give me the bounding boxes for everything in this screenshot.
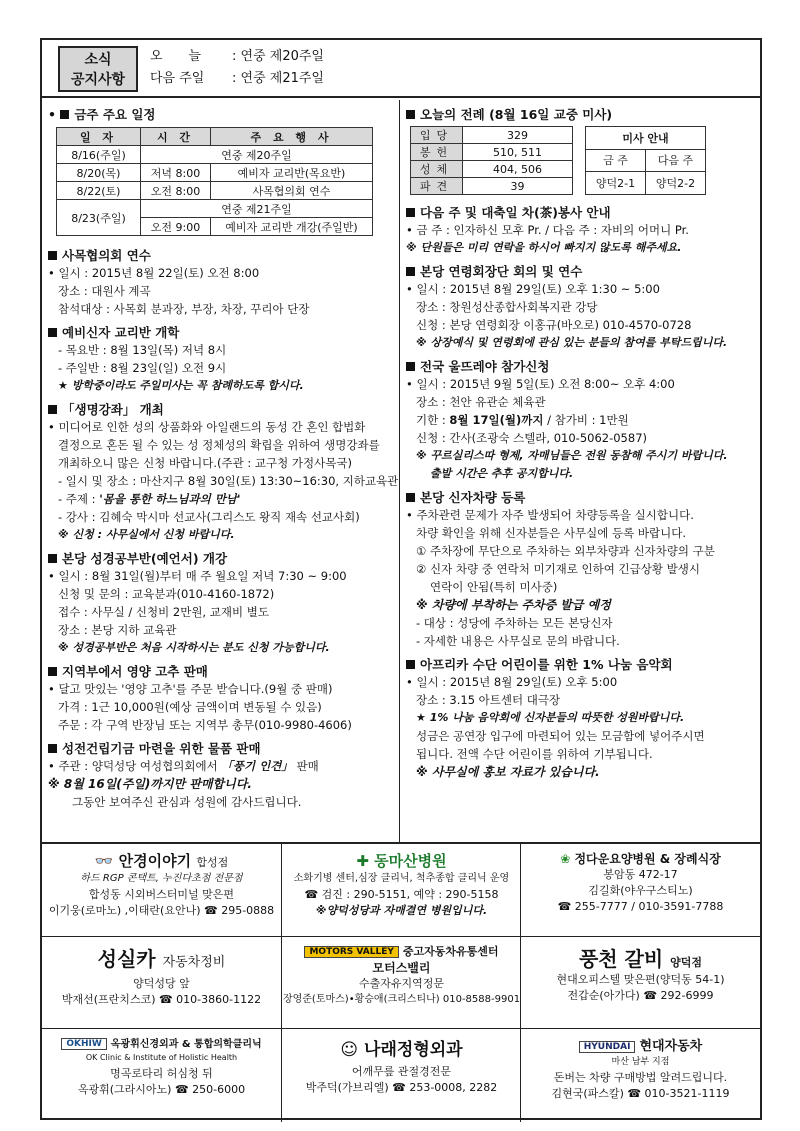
tea-note: ※ 단원들은 미리 연락을 하시어 빠지지 않도록 해주세요. [406,241,682,254]
col-date: 일 자 [57,128,141,146]
catechumen-note: ★ 방학중이라도 주일미사는 꼭 참례하도록 합시다. [58,379,304,392]
concert-note: ★ 1% 나눔 음악회에 신자분들의 따뜻한 성원바랍니다. [416,711,685,724]
mass-tables [410,126,760,195]
news-label [58,46,138,92]
header [42,40,760,98]
elder-contact: 신청 : 본당 연령회장 이홍규(바오로) 010-4570-0728 [416,318,692,332]
life-desc3: 개최하오니 많은 신청 바랍니다.(주관 : 교구청 가정사목국) [58,456,352,470]
council-title: 사목협의회 연수 [48,246,399,264]
elder-note: ※ 상장예식 및 연령회에 관심 있는 분들의 참여를 부탁드립니다. [416,336,728,349]
table-row: 8/20(목) 저녁 8:00 예비자 교리반(목요반) [57,164,373,182]
next-value: : 연중 제21주일 [232,71,324,86]
tea-desc: • 금 주 : 인자하신 모후 Pr. / 다음 주 : 자비의 어머니 Pr. [406,223,689,237]
ultreya-note2: 출발 시간은 추후 공지합니다. [430,467,574,480]
ultreya-date: • 일시 : 2015년 9월 5일(토) 오전 8:00~ 오후 4:00 [406,377,675,391]
ad-hyundai: HYUNDAI 현대자동차 마산 남부 지점 돈버는 차량 구매방법 알려드립니다. 김현국(파스칼) ☎ 010-3521-1119 [551,1039,730,1100]
mass-title: 오늘의 전례 (8월 16일 교중 미사) [406,105,760,123]
ad-usedcars: MOTORS VALLEY 중고자동차유통센터 모터스밸리 수출자유지역정문 장영준(토마스)•황승애(크리스티나) 010-8588-9901 [282,945,521,1005]
catechumen-sunday: - 주일반 : 8월 23일(일) 오전 9시 [58,361,227,375]
pepper-desc: • 달고 맛있는 '영양 고추'를 주문 받습니다.(9월 중 판매) [48,682,333,696]
hyundai-logo: HYUNDAI [579,1041,636,1053]
table-row: 8/16(주일) 연중 제20주일 [57,146,373,164]
tea-title: 다음 주 및 대축일 차(茶)봉사 안내 [406,203,760,221]
next-key: 다음 주일 [150,71,205,86]
elder-place: 장소 : 창원성산종합사회복지관 강당 [416,300,598,314]
parking-title: 본당 신자차량 등록 [406,488,760,506]
table-row: 파견 39 [411,178,573,195]
bible-note: ※ 성경공부반은 처음 시작하시는 분도 신청 가능합니다. [58,641,330,654]
fund-desc: • 주관 : 양덕성당 여성협의회에서 「풍기 인견」 판매 [48,759,319,773]
concert-desc2: 됩니다. 전액 수단 어린이를 위하여 기부됩니다. [416,747,653,761]
life-date: - 일시 및 장소 : 마산지구 8월 30일(토) 13:30~16:30, 지하교육관 [58,474,399,488]
fund-thanks: 그동안 보여주신 관심과 성원에 감사드립니다. [72,795,302,809]
life-title: 「생명강좌」 개최 [48,400,399,418]
col-time: 시 간 [141,128,211,146]
ultreya-title: 전국 울뜨레야 참가신청 [406,357,760,375]
today-key: 오 늘 [150,49,202,64]
bulletin-page [40,38,762,1120]
elder-title: 본당 연령회장단 회의 및 연수 [406,262,760,280]
bible-place: 장소 : 본당 지하 교육관 [58,623,177,637]
concert-title: 아프리카 수단 어린이를 위한 1% 나눔 음악회 [406,655,760,673]
parking-item1: ① 주차장에 무단으로 주차하는 외부차량과 신자차량의 구분 [416,544,715,558]
catechumen-thursday: - 목요반 : 8월 13일(목) 저녁 8시 [58,343,227,357]
motors-valley-logo: MOTORS VALLEY [304,946,398,958]
ad-glasses: 👓 안경이야기 합성점 하드 RGP 콘택트, 누진다초점 전문점 합성동 시외버스터미널 맞은편 이기웅(로마노) ,이태란(요안나) ☎ 295-0888 [42,844,281,936]
right-column [400,100,760,842]
ad-galbi: 풍천 갈비 양덕점 현대오피스텔 맞은편(양덕동 54-1) 전갑순(아가다) ☎ 292-6999 [556,947,725,1002]
bible-contact: 신청 및 문의 : 교육분과(010-4160-1872) [58,587,275,601]
liturgical-weeks [150,46,324,90]
cross-icon: ✚ [356,852,369,870]
col-event: 주 요 행 사 [211,128,373,146]
left-column [42,100,400,842]
catechumen-title: 예비신자 교리반 개학 [48,323,399,341]
council-attendees: 참석대상 : 사목회 분과장, 부장, 차장, 꾸리아 단장 [58,302,310,316]
news-label-line1: 소식 [84,52,112,68]
parking-desc1: • 주차관련 문제가 자주 발생되어 차량등록을 실시합니다. [406,508,694,522]
ultreya-place: 장소 : 천안 유관순 체육관 [416,395,546,409]
hymn-table [410,126,573,195]
concert-desc1: 성금은 공연장 입구에 마련되어 있는 모금함에 넣어주시면 [416,729,705,743]
mass-guide-table: 미사 안내 금 주 다음 주 양덕2-1 양덕2-2 [585,126,706,195]
ad-neuro: OKHIW 옥광휘신경외과 & 통합의학클리닉 OK Clinic & Institute of Holistic Health 명곡로타리 허심청 뒤 옥광휘(그라시아노) ☎ 250-6000 [42,1029,281,1121]
concert-note2: ※ 사무실에 홍보 자료가 있습니다. [416,765,600,779]
parking-desc2: 차량 확인을 위해 신자분들은 사무실에 등록 바랍니다. [416,526,686,540]
life-desc1: • 미디어로 인한 성의 상품화와 아일랜드의 동성 간 혼인 합법화 [48,420,366,434]
elder-date: • 일시 : 2015년 8월 29일(토) 오후 1:30 ~ 5:00 [406,282,660,296]
parking-note: ※ 차량에 부착하는 주차증 발급 예정 [416,598,611,612]
pepper-title: 지역부에서 영양 고추 판매 [48,662,399,680]
bible-fee: 접수 : 사무실 / 신청비 2만원, 교재비 별도 [58,605,269,619]
ad-carrepair: 성실카 자동차정비 양덕성당 앞 박재선(프란치스코) ☎ 010-3860-1122 [61,947,262,1006]
ad-nursing: ❀ 정다운요양병원 & 장례식장 봉암동 472-17 김길화(야우구스티노) ☎ 255-7777 / 010-3591-7788 [557,852,724,913]
table-row: 성체 404, 506 [411,161,573,178]
glasses-icon: 👓 안경이야기 합성점 [94,852,229,870]
table-row: 8/23(주일) 연중 제21주일 [57,200,373,218]
doctor-icon: ☺ [340,1040,359,1060]
ad-hospital: ✚ 동마산병원 소화기병 센터,심장 클리닉, 척추종합 클리닉 운영 ☎ 검진 : 290-5151, 예약 : 290-5158 ※양덕성당과 자매결연 병원입니다. [293,852,510,917]
ultreya-note: ※ 꾸르실리스따 형제, 자매님들은 전원 동참해 주시기 바랍니다. [416,449,728,462]
fund-deadline: ※ 8월 16일(주일)까지만 판매합니다. [48,777,252,791]
council-date: • 일시 : 2015년 8월 22일(토) 오전 8:00 [48,266,260,280]
ads-section [42,842,760,1120]
news-label-line2: 공지사항 [70,72,126,88]
table-row: 오전 9:00 예비자 교리반 개강(주일반) [57,218,373,236]
life-note: ※ 신청 : 사무실에서 신청 바랍니다. [58,528,235,541]
life-speaker: - 강사 : 김혜숙 막시마 선교사(그리스도 왕직 재속 선교사회) [58,510,360,524]
okhiw-logo: OKHIW [61,1038,106,1050]
concert-place: 장소 : 3.15 아트센터 대극장 [416,693,561,707]
ultreya-deadline: 기한 : 8월 17일(월)까지 / 참가비 : 1만원 [416,413,629,427]
life-theme: - 주제 : '몸을 통한 하느님과의 만남' [58,492,241,506]
parking-target: - 대상 : 성당에 주차하는 모든 본당신자 [416,616,613,630]
parking-item2: ② 신자 차량 중 연락처 미기재로 인하여 긴급상황 발생시 [416,562,700,576]
clover-icon: ❀ [560,852,571,866]
pepper-price: 가격 : 1근 10,000원(예상 금액이며 변동될 수 있음) [58,700,322,714]
parking-item2b: 연락이 안됨(특히 미사중) [430,580,558,594]
table-row: 입당 329 [411,127,573,144]
council-place: 장소 : 대원사 계곡 [58,284,151,298]
bible-date: • 일시 : 8월 31일(월)부터 매 주 월요일 저녁 7:30 ~ 9:00 [48,569,347,583]
table-row: 8/22(토) 오전 8:00 사목협의회 연수 [57,182,373,200]
ad-ortho: ☺ 나래정형외과 어깨무릎 관절경전문 박주덕(가브리엘) ☎ 253-0008, 2282 [305,1040,498,1094]
concert-date: • 일시 : 2015년 8월 29일(토) 오후 5:00 [406,675,618,689]
bible-title: 본당 성경공부반(예언서) 개강 [48,549,399,567]
table-row: 봉헌 510, 511 [411,144,573,161]
schedule-table [56,127,373,236]
schedule-title: • 금주 주요 일정 [48,107,156,122]
today-value: : 연중 제20주일 [232,49,324,64]
ultreya-contact: 신청 : 간사(조광숙 스텔라, 010-5062-0587) [416,431,647,445]
life-desc2: 결정으로 혼돈 될 수 있는 성 정체성의 확립을 위하여 생명강좌를 [58,438,380,452]
pepper-order: 주문 : 각 구역 반장님 또는 지역부 총무(010-9980-4606) [58,718,352,732]
parking-inquiry: - 자세한 내용은 사무실로 문의 바랍니다. [416,634,620,648]
fund-title: 성전건립기금 마련을 위한 물품 판매 [48,739,399,757]
